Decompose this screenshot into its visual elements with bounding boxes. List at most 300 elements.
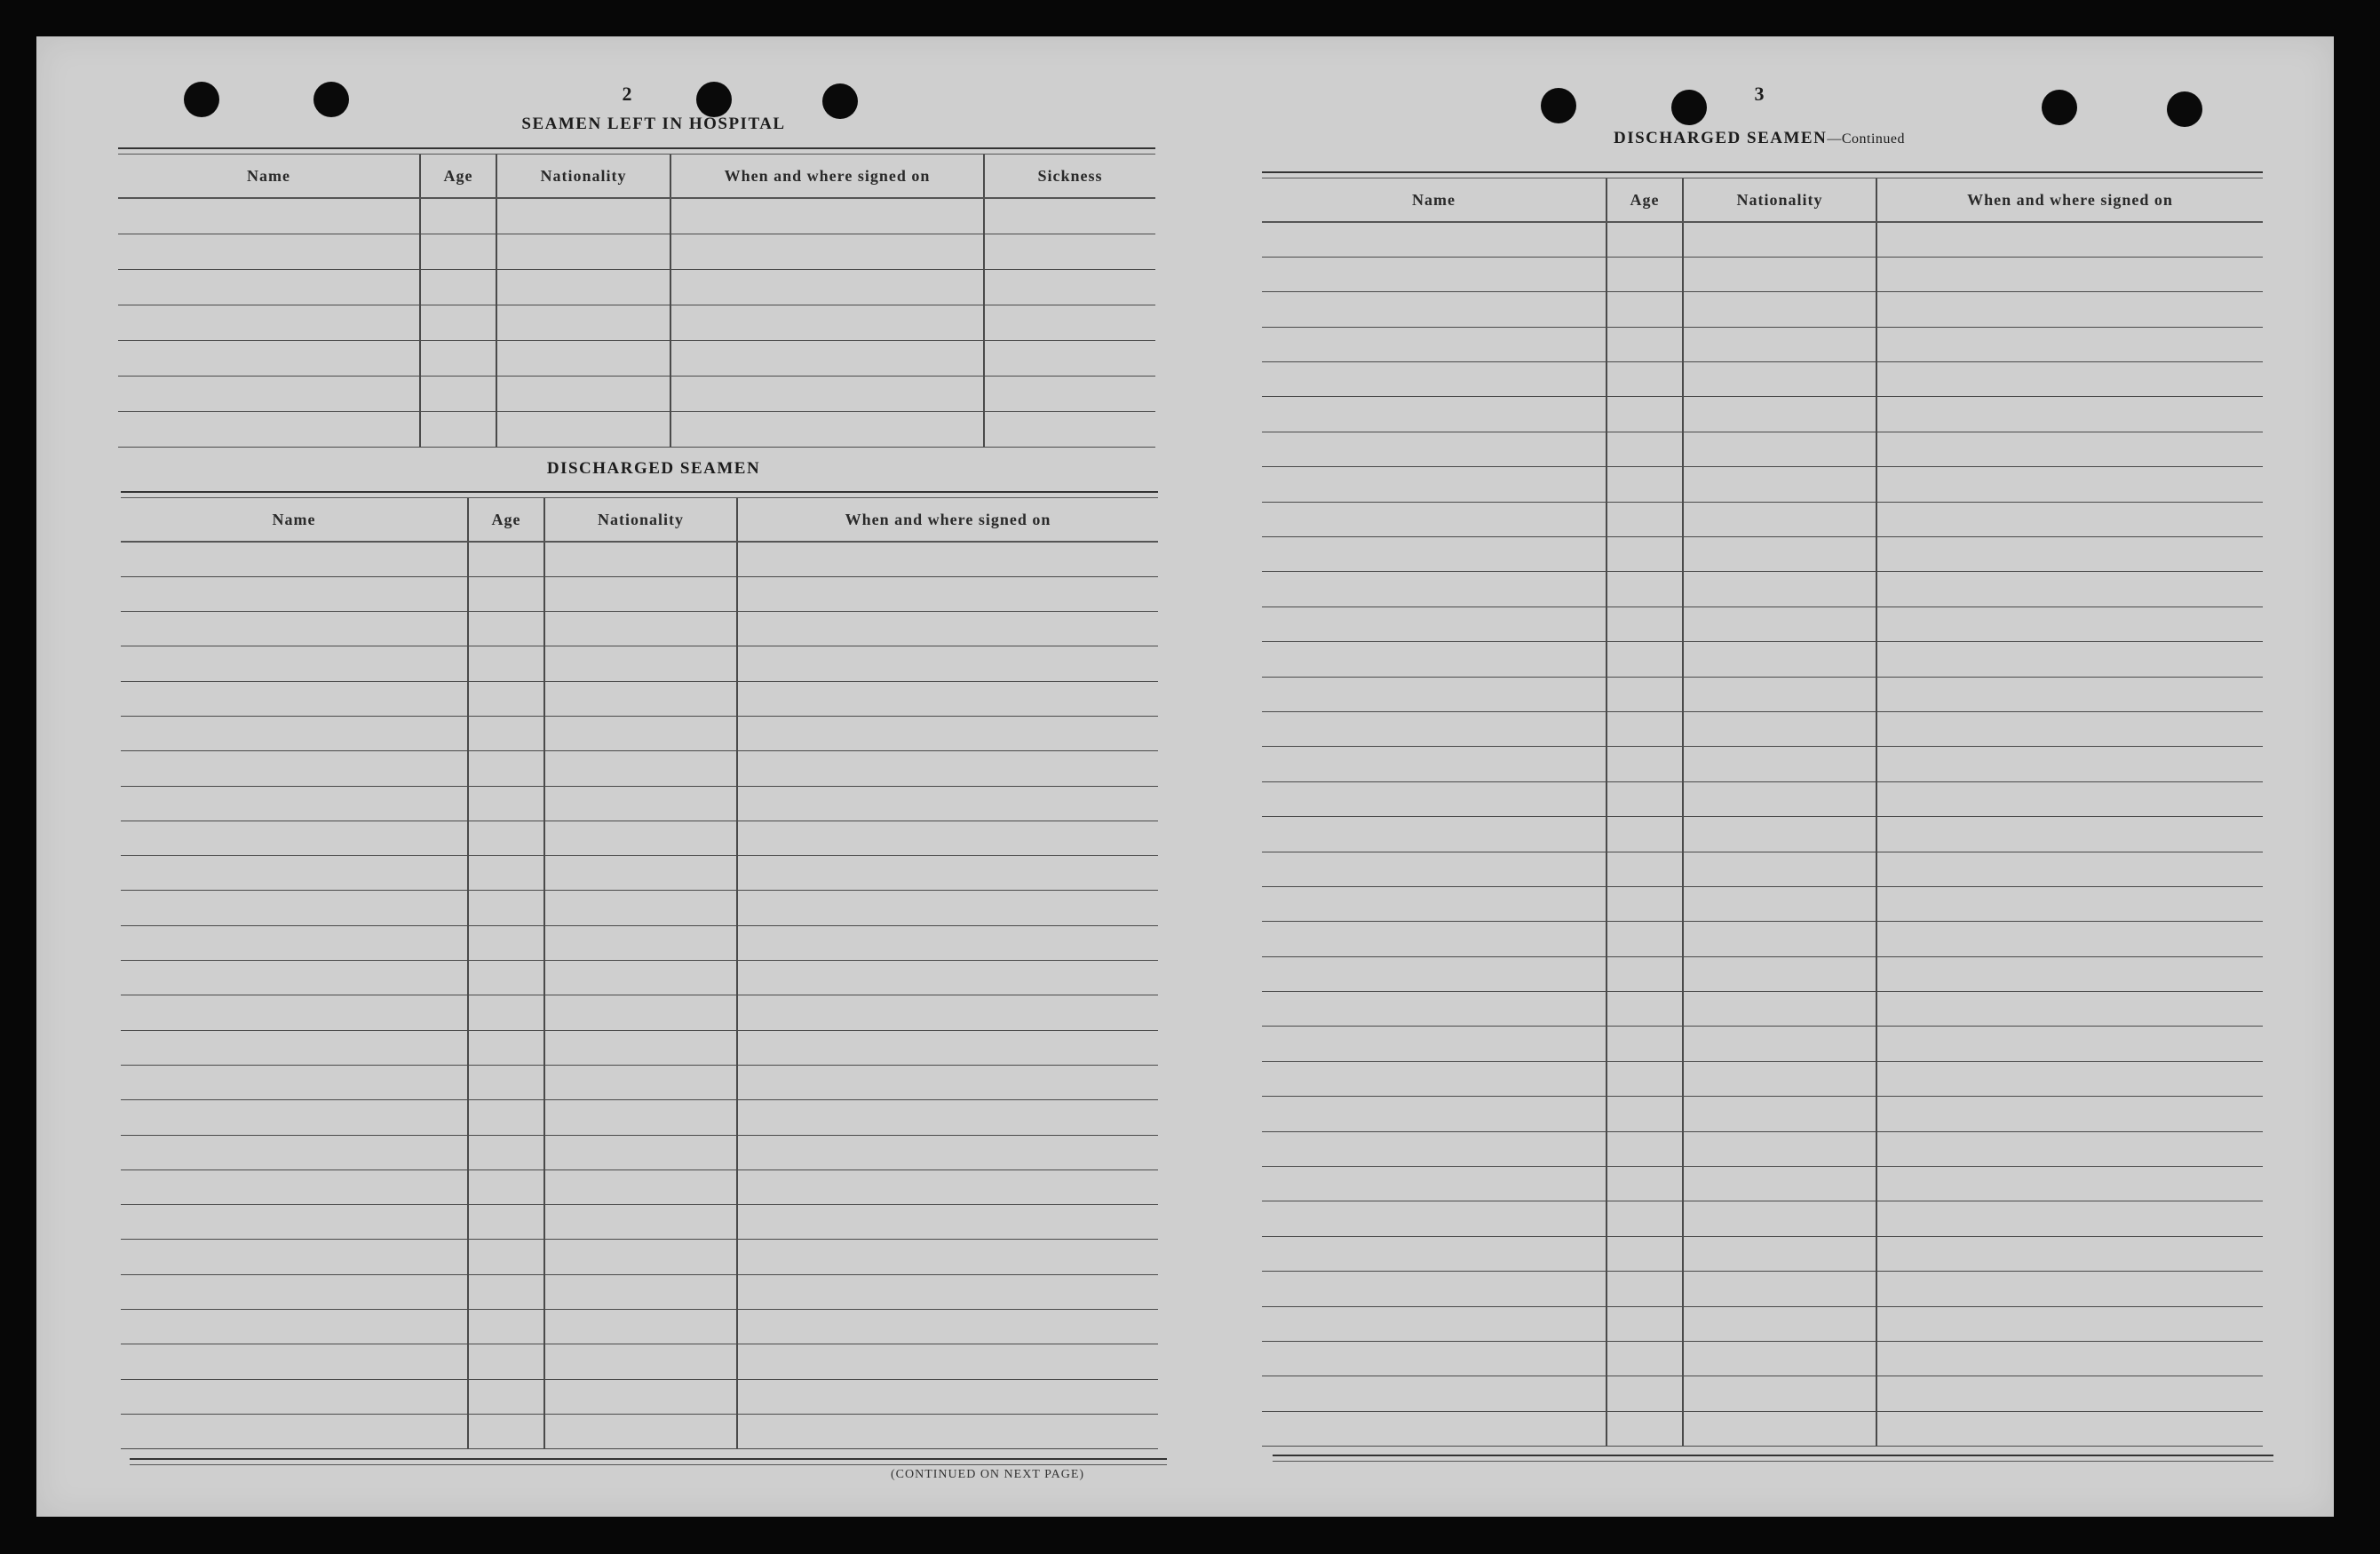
blank-cell: [1876, 1061, 2263, 1096]
column-header-nationality: Nationality: [544, 498, 737, 542]
blank-cell: [1683, 817, 1876, 852]
blank-cell: [468, 786, 544, 821]
blank-cell: [1876, 1236, 2263, 1271]
blank-cell: [1606, 327, 1683, 361]
blank-cell: [118, 269, 420, 305]
blank-cell: [468, 1065, 544, 1099]
blank-cell: [1683, 1306, 1876, 1341]
blank-cell: [1262, 537, 1606, 572]
blank-cell: [1683, 642, 1876, 677]
blank-cell: [1876, 747, 2263, 781]
hospital-section-title: SEAMEN LEFT IN HOSPITAL: [521, 115, 786, 133]
table-row: [1262, 1236, 2263, 1271]
blank-cell: [1683, 992, 1876, 1027]
table-header-row: [1262, 178, 2263, 222]
blank-cell: [121, 1065, 468, 1099]
table-row: [1262, 1097, 2263, 1131]
blank-cell: [1606, 292, 1683, 327]
blank-cell: [468, 925, 544, 960]
blank-cell: [1262, 1411, 1606, 1446]
blank-cell: [420, 234, 496, 269]
blank-cell: [121, 925, 468, 960]
blank-cell: [118, 234, 420, 269]
column-header-name: Name: [121, 498, 468, 542]
blank-cell: [1876, 537, 2263, 572]
blank-cell: [1683, 1411, 1876, 1446]
blank-cell: [1606, 1131, 1683, 1166]
blank-cell: [737, 1344, 1158, 1379]
blank-cell: [1606, 956, 1683, 991]
blank-cell: [737, 1379, 1158, 1414]
blank-cell: [737, 961, 1158, 995]
title-suffix: —Continued: [1827, 131, 1905, 147]
blank-cell: [121, 716, 468, 750]
blank-cell: [121, 961, 468, 995]
blank-cell: [420, 198, 496, 234]
blank-cell: [1606, 397, 1683, 432]
blank-cell: [1876, 292, 2263, 327]
table-header-row: [118, 155, 1155, 198]
blank-cell: [1876, 1167, 2263, 1201]
table-row: [121, 1379, 1158, 1414]
table-row: [1262, 362, 2263, 397]
column-header-sickness: Sickness: [984, 155, 1155, 198]
blank-cell: [670, 305, 984, 340]
blank-cell: [1606, 992, 1683, 1027]
table-row: [1262, 886, 2263, 921]
blank-cell: [1683, 432, 1876, 466]
table-row: [121, 1344, 1158, 1379]
blank-cell: [737, 716, 1158, 750]
blank-cell: [1262, 292, 1606, 327]
blank-cell: [121, 1030, 468, 1065]
table-row: [121, 821, 1158, 855]
blank-cell: [1683, 852, 1876, 886]
blank-cell: [1876, 397, 2263, 432]
blank-cell: [468, 751, 544, 786]
blank-cell: [1876, 1097, 2263, 1131]
blank-cell: [1262, 1131, 1606, 1166]
blank-cell: [1606, 1201, 1683, 1236]
table-row: [1262, 642, 2263, 677]
blank-cell: [544, 1344, 737, 1379]
table-row: [1262, 502, 2263, 536]
blank-cell: [1683, 1027, 1876, 1061]
blank-cell: [1606, 537, 1683, 572]
column-header-nationality: Nationality: [496, 155, 670, 198]
blank-cell: [1876, 992, 2263, 1027]
blank-cell: [1262, 1097, 1606, 1131]
blank-cell: [1606, 711, 1683, 746]
blank-cell: [1262, 362, 1606, 397]
blank-cell: [1876, 956, 2263, 991]
blank-cell: [1606, 1342, 1683, 1376]
table-row: [1262, 781, 2263, 816]
table-row: [1262, 292, 2263, 327]
blank-cell: [544, 961, 737, 995]
blank-cell: [544, 1135, 737, 1169]
continued-section-title: [1546, 129, 1972, 148]
column-header-nationality: Nationality: [1683, 178, 1876, 222]
blank-cell: [1262, 222, 1606, 257]
blank-cell: [1876, 607, 2263, 641]
blank-cell: [118, 411, 420, 447]
blank-cell: [496, 198, 670, 234]
blank-cell: [468, 995, 544, 1030]
blank-cell: [468, 1205, 544, 1240]
table-row: [121, 1240, 1158, 1274]
table-row: [1262, 1272, 2263, 1306]
blank-cell: [1876, 1027, 2263, 1061]
blank-cell: [468, 856, 544, 891]
binder-hole: [1671, 90, 1707, 125]
table-row: [121, 786, 1158, 821]
blank-cell: [1262, 572, 1606, 607]
table-row: [121, 716, 1158, 750]
blank-cell: [468, 891, 544, 925]
blank-cell: [1262, 992, 1606, 1027]
blank-cell: [121, 1379, 468, 1414]
table-row: [1262, 537, 2263, 572]
blank-cell: [121, 821, 468, 855]
blank-cell: [544, 576, 737, 611]
blank-cell: [1876, 362, 2263, 397]
blank-cell: [1683, 607, 1876, 641]
table-row: [118, 340, 1155, 376]
blank-cell: [468, 1379, 544, 1414]
blank-cell: [1606, 1061, 1683, 1096]
blank-cell: [737, 925, 1158, 960]
column-header-name: Name: [118, 155, 420, 198]
blank-cell: [544, 542, 737, 576]
binder-hole: [696, 82, 732, 117]
blank-cell: [468, 646, 544, 681]
blank-cell: [1683, 222, 1876, 257]
table-row: [1262, 747, 2263, 781]
blank-cell: [1606, 467, 1683, 502]
table-row: [1262, 607, 2263, 641]
blank-cell: [1262, 607, 1606, 641]
table-row: [118, 269, 1155, 305]
table-row: [1262, 922, 2263, 956]
blank-cell: [468, 681, 544, 716]
blank-cell: [1262, 1236, 1606, 1271]
blank-cell: [1606, 362, 1683, 397]
blank-cell: [1876, 817, 2263, 852]
hospital-table: [118, 155, 1155, 448]
blank-cell: [737, 612, 1158, 646]
blank-cell: [121, 856, 468, 891]
blank-cell: [468, 1414, 544, 1448]
blank-cell: [468, 576, 544, 611]
blank-cell: [121, 1310, 468, 1344]
blank-cell: [1262, 1342, 1606, 1376]
blank-cell: [544, 1274, 737, 1309]
blank-cell: [544, 1414, 737, 1448]
blank-cell: [121, 576, 468, 611]
column-header-age: Age: [420, 155, 496, 198]
blank-cell: [121, 1414, 468, 1448]
table-row: [121, 646, 1158, 681]
table-row: [1262, 572, 2263, 607]
blank-cell: [1262, 1027, 1606, 1061]
blank-cell: [121, 1274, 468, 1309]
blank-cell: [1606, 781, 1683, 816]
blank-cell: [1606, 747, 1683, 781]
table-row: [121, 1414, 1158, 1448]
blank-cell: [737, 542, 1158, 576]
blank-cell: [1606, 1027, 1683, 1061]
blank-cell: [1876, 1131, 2263, 1166]
blank-cell: [496, 234, 670, 269]
blank-cell: [737, 1310, 1158, 1344]
blank-cell: [468, 821, 544, 855]
blank-cell: [496, 305, 670, 340]
blank-cell: [420, 305, 496, 340]
blank-cell: [118, 305, 420, 340]
blank-cell: [1262, 1306, 1606, 1341]
blank-cell: [1876, 257, 2263, 291]
blank-cell: [737, 1100, 1158, 1135]
blank-cell: [1262, 397, 1606, 432]
table-header-row: [121, 498, 1158, 542]
table-row: [1262, 1167, 2263, 1201]
blank-cell: [1606, 1167, 1683, 1201]
blank-cell: [118, 340, 420, 376]
table-row: [121, 1169, 1158, 1204]
blank-cell: [670, 340, 984, 376]
table-row: [118, 376, 1155, 411]
blank-cell: [1683, 1342, 1876, 1376]
blank-cell: [1876, 502, 2263, 536]
binder-hole: [184, 82, 219, 117]
table-row: [121, 1274, 1158, 1309]
blank-cell: [1262, 886, 1606, 921]
blank-cell: [1683, 1272, 1876, 1306]
blank-cell: [1606, 222, 1683, 257]
blank-cell: [737, 681, 1158, 716]
column-header-signed-on: When and where signed on: [1876, 178, 2263, 222]
table-row: [121, 925, 1158, 960]
blank-cell: [737, 751, 1158, 786]
blank-cell: [544, 995, 737, 1030]
table-row: [1262, 397, 2263, 432]
ledger-sheet: [36, 36, 2334, 1517]
binder-hole: [2167, 91, 2202, 127]
discharged-continued-table: [1262, 178, 2263, 1447]
column-header-name: Name: [1262, 178, 1606, 222]
blank-cell: [1606, 1272, 1683, 1306]
blank-cell: [1683, 327, 1876, 361]
blank-cell: [737, 891, 1158, 925]
blank-cell: [1876, 642, 2263, 677]
blank-cell: [420, 340, 496, 376]
blank-cell: [121, 1205, 468, 1240]
blank-cell: [1606, 607, 1683, 641]
blank-cell: [121, 542, 468, 576]
table-row: [121, 1135, 1158, 1169]
blank-cell: [737, 1169, 1158, 1204]
table-row: [121, 1100, 1158, 1135]
blank-cell: [1262, 327, 1606, 361]
blank-cell: [1683, 257, 1876, 291]
blank-cell: [1876, 852, 2263, 886]
blank-cell: [1876, 1342, 2263, 1376]
blank-cell: [1262, 432, 1606, 466]
blank-cell: [1606, 1411, 1683, 1446]
blank-cell: [468, 1169, 544, 1204]
blank-cell: [737, 646, 1158, 681]
blank-cell: [1262, 1376, 1606, 1411]
blank-cell: [118, 376, 420, 411]
blank-cell: [737, 1065, 1158, 1099]
section-rule: [118, 147, 1155, 155]
blank-cell: [737, 1414, 1158, 1448]
page-bottom-rule: [130, 1458, 1167, 1465]
table-row: [121, 1310, 1158, 1344]
table-row: [121, 1065, 1158, 1099]
blank-cell: [1683, 1201, 1876, 1236]
blank-cell: [544, 646, 737, 681]
blank-cell: [1262, 642, 1606, 677]
blank-cell: [1262, 781, 1606, 816]
blank-cell: [121, 1240, 468, 1274]
table-row: [121, 751, 1158, 786]
blank-cell: [1606, 886, 1683, 921]
blank-cell: [121, 1100, 468, 1135]
blank-cell: [121, 786, 468, 821]
table-row: [121, 1030, 1158, 1065]
blank-cell: [1262, 852, 1606, 886]
blank-cell: [1606, 257, 1683, 291]
blank-cell: [1683, 467, 1876, 502]
table-row: [121, 995, 1158, 1030]
blank-cell: [1683, 1061, 1876, 1096]
blank-cell: [121, 751, 468, 786]
blank-cell: [544, 1065, 737, 1099]
blank-cell: [1683, 922, 1876, 956]
blank-cell: [468, 1135, 544, 1169]
table-row: [121, 961, 1158, 995]
blank-cell: [1683, 747, 1876, 781]
blank-cell: [544, 1030, 737, 1065]
blank-cell: [121, 646, 468, 681]
blank-cell: [1262, 257, 1606, 291]
blank-cell: [737, 856, 1158, 891]
blank-cell: [737, 576, 1158, 611]
blank-cell: [1606, 1236, 1683, 1271]
blank-cell: [1606, 677, 1683, 711]
blank-cell: [544, 925, 737, 960]
table-row: [121, 542, 1158, 576]
blank-cell: [468, 1240, 544, 1274]
blank-cell: [1683, 362, 1876, 397]
blank-cell: [544, 681, 737, 716]
blank-cell: [468, 1030, 544, 1065]
blank-cell: [544, 1205, 737, 1240]
blank-cell: [121, 681, 468, 716]
table-row: [118, 305, 1155, 340]
blank-cell: [468, 612, 544, 646]
table-row: [121, 576, 1158, 611]
binder-hole: [822, 83, 858, 119]
table-row: [1262, 1376, 2263, 1411]
blank-cell: [1606, 642, 1683, 677]
blank-cell: [544, 891, 737, 925]
blank-cell: [1876, 222, 2263, 257]
blank-cell: [496, 411, 670, 447]
discharged-section-title: DISCHARGED SEAMEN: [546, 459, 761, 478]
continued-note: (CONTINUED ON NEXT PAGE): [891, 1468, 1085, 1481]
blank-cell: [984, 234, 1155, 269]
table-row: [118, 411, 1155, 447]
blank-cell: [1876, 467, 2263, 502]
blank-cell: [984, 340, 1155, 376]
blank-cell: [1262, 502, 1606, 536]
table-row: [121, 1205, 1158, 1240]
blank-cell: [496, 376, 670, 411]
blank-cell: [737, 1135, 1158, 1169]
section-rule: [121, 491, 1158, 498]
column-header-age: Age: [1606, 178, 1683, 222]
table-row: [1262, 817, 2263, 852]
blank-cell: [544, 1310, 737, 1344]
blank-cell: [1262, 1272, 1606, 1306]
blank-cell: [468, 716, 544, 750]
table-row: [1262, 222, 2263, 257]
blank-cell: [1262, 1061, 1606, 1096]
blank-cell: [1683, 502, 1876, 536]
blank-cell: [544, 1169, 737, 1204]
blank-cell: [737, 995, 1158, 1030]
blank-cell: [1683, 1131, 1876, 1166]
binder-hole: [2042, 90, 2077, 125]
blank-cell: [544, 856, 737, 891]
blank-cell: [1876, 781, 2263, 816]
blank-cell: [544, 751, 737, 786]
title-text: DISCHARGED SEAMEN: [1613, 129, 1828, 147]
blank-cell: [1683, 956, 1876, 991]
table-row: [1262, 852, 2263, 886]
blank-cell: [737, 821, 1158, 855]
blank-cell: [1262, 922, 1606, 956]
blank-cell: [121, 995, 468, 1030]
blank-cell: [1262, 817, 1606, 852]
blank-cell: [1683, 397, 1876, 432]
table-row: [1262, 1027, 2263, 1061]
blank-cell: [1606, 1306, 1683, 1341]
blank-cell: [1876, 711, 2263, 746]
table-row: [1262, 1342, 2263, 1376]
blank-cell: [737, 1030, 1158, 1065]
blank-cell: [468, 1344, 544, 1379]
blank-cell: [670, 198, 984, 234]
blank-cell: [1683, 537, 1876, 572]
blank-cell: [1876, 572, 2263, 607]
blank-cell: [984, 376, 1155, 411]
table-row: [121, 891, 1158, 925]
table-row: [1262, 1061, 2263, 1096]
blank-cell: [1876, 1201, 2263, 1236]
blank-cell: [1683, 1097, 1876, 1131]
table-row: [121, 681, 1158, 716]
blank-cell: [544, 1100, 737, 1135]
blank-cell: [737, 1240, 1158, 1274]
blank-cell: [468, 542, 544, 576]
blank-cell: [1876, 886, 2263, 921]
table-row: [1262, 677, 2263, 711]
page-bottom-rule: [1273, 1455, 2273, 1462]
